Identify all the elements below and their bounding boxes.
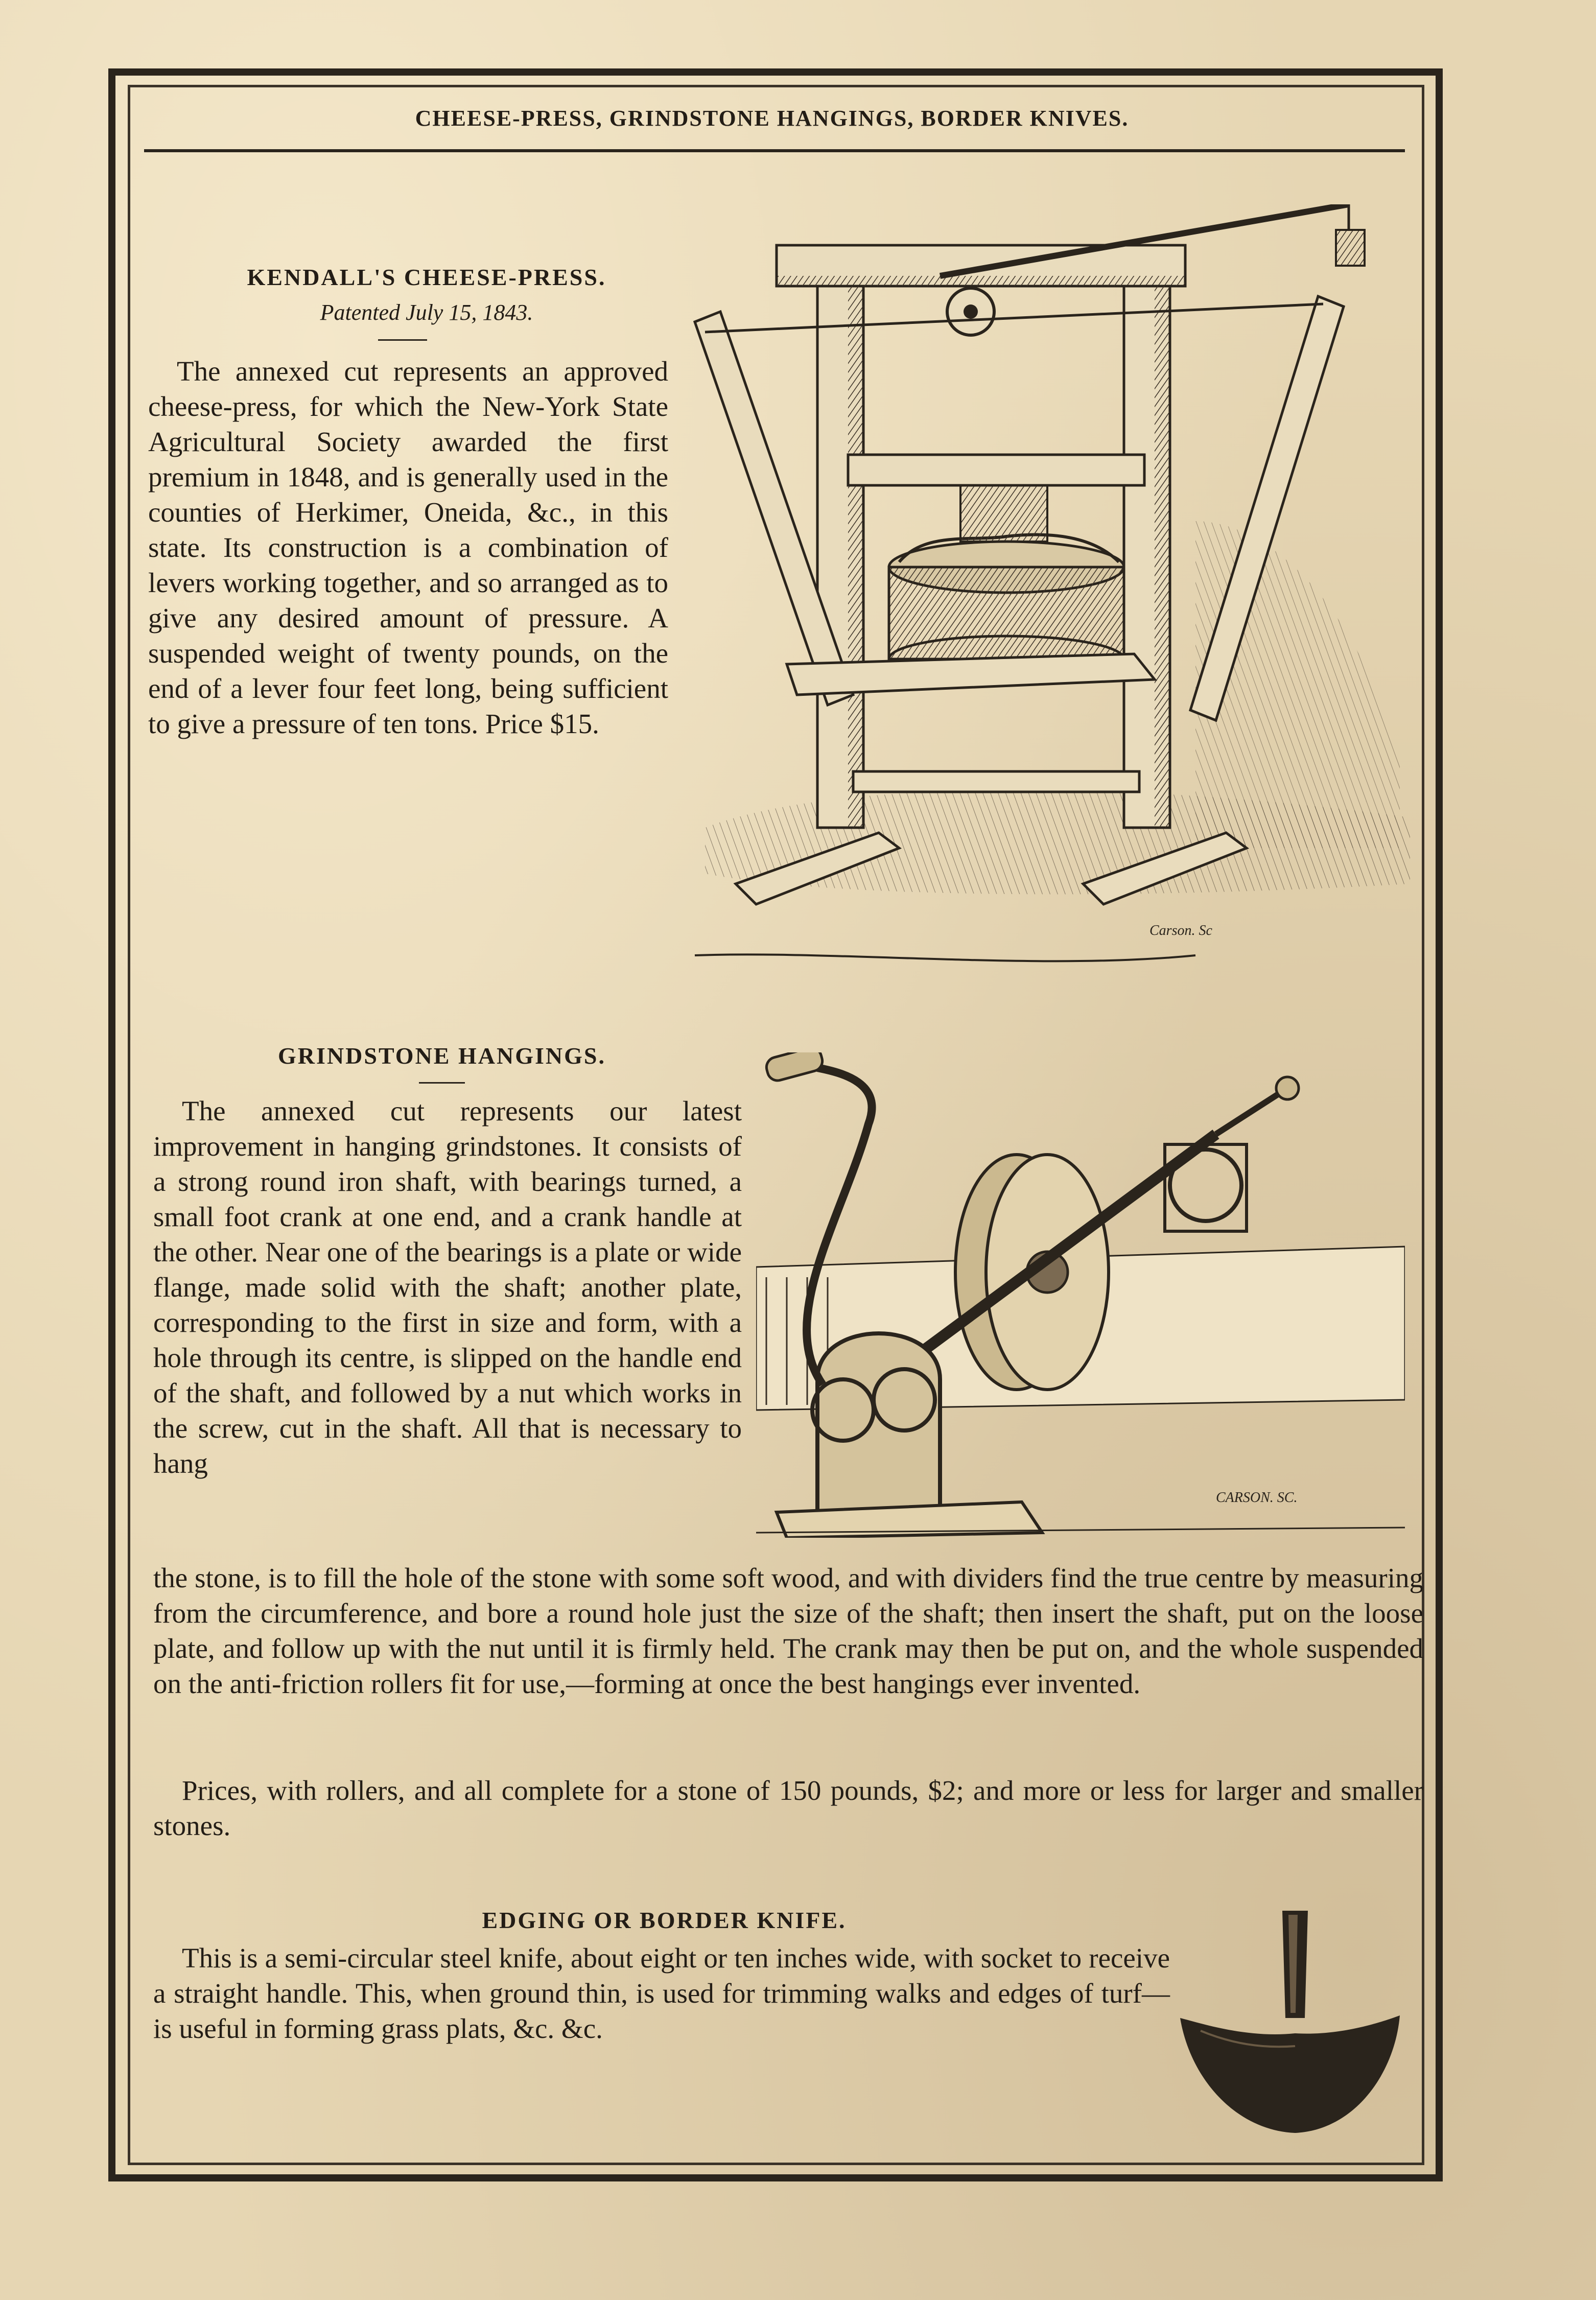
grindstone-title: GRINDSTONE HANGINGS. [278, 1043, 606, 1069]
edging-knife-description: This is a semi-circular steel knife, about eight or ten inches wide, with socket to receive a straight handle. This, when ground thin, is used for trimming walks and edges of turf—is useful in forming grass plats, &c. &c. [153, 1942, 1170, 2044]
page-header: CHEESE-PRESS, GRINDSTONE HANGINGS, BORDER KNIVES. [415, 106, 1129, 131]
cheese-press-engraver-signature: Carson. Sc [1149, 923, 1212, 938]
cheese-press-title-rule [378, 339, 427, 341]
cheese-press-illustration [685, 204, 1420, 981]
edging-knife-illustration [1170, 1906, 1410, 2141]
grindstone-prices: Prices, with rollers, and all complete for a stone of 150 pounds, $2; and more or less for larger and smaller stones. [153, 1775, 1423, 1841]
cheese-press-title: KENDALL'S CHEESE-PRESS. [247, 264, 606, 290]
cheese-press-subtitle: Patented July 15, 1843. [320, 300, 533, 325]
grindstone-illustration [756, 1052, 1405, 1538]
header-rule [144, 149, 1405, 152]
edging-knife-title: EDGING OR BORDER KNIFE. [482, 1907, 847, 1933]
grindstone-title-rule [419, 1082, 465, 1084]
grindstone-engraver-signature: CARSON. SC. [1216, 1490, 1298, 1506]
grindstone-description-wrapped: The annexed cut represents our latest improvement in hanging grindstones. It consists of a strong round iron shaft, with bearings turned, a small foot crank at one end, and a crank handle at the other. Near one of the bearings is a plate or wide flange, made solid with the shaft; another plate, corresponding to the first in size and form, with a hole through its centre, is slipped on the handle end of the shaft, and followed by a nut which works in the screw, cut in the shaft. All that is necessary to hang [153, 1095, 742, 1479]
cheese-press-description: The annexed cut represents an approved cheese-press, for which the New-York State Agricultural Society awarded the first premium in 1848, and is generally used in the counties of Herkimer, Oneida, &c., in this state. Its construction is a combination of levers working together, and so arranged as to give any desired amount of pressure. A suspended weight of twenty pounds, on the end of a lever four feet long, being sufficient to give a pressure of ten tons. Price $15. [148, 356, 668, 739]
grindstone-description-full: the stone, is to fill the hole of the stone with some soft wood, and with dividers find the true centre by measuring from the circumference, and bore a round hole just the size of the shaft; then insert the shaft, put on the loose plate, and follow up with the nut until it is firmly held. The crank may then be put on, and the whole suspended on the anti-friction rollers fit for use,—forming at once the best hangings ever invented. [153, 1562, 1423, 1699]
